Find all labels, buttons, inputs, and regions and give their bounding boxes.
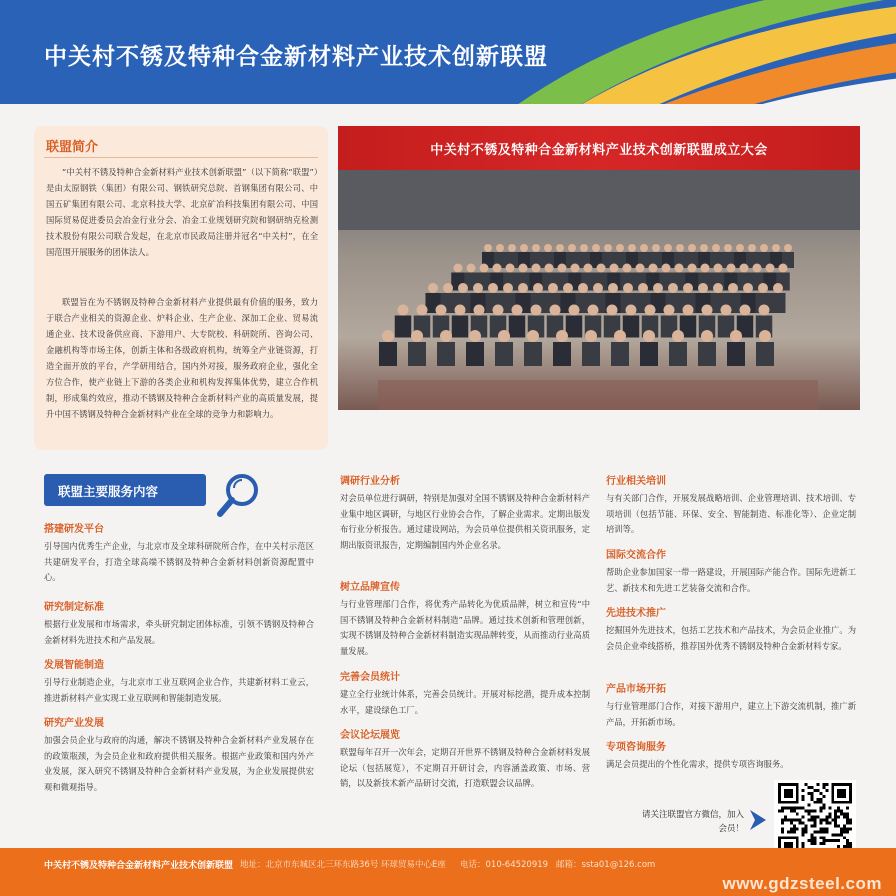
person-head — [467, 264, 476, 273]
person-head — [584, 264, 593, 273]
person-head — [571, 264, 580, 273]
person-head — [569, 305, 580, 316]
service-body: 根据行业发展和市场需求，牵头研究制定团体标准，引领不锈钢及特种合金新材料先进技术和产品发展。 — [44, 619, 314, 645]
person-head — [585, 330, 597, 342]
person-head — [533, 283, 543, 293]
services-heading: 联盟主要服务内容 — [44, 474, 206, 506]
person-head — [588, 305, 599, 316]
service-body: 对会员单位进行调研，特别是加强对全国不锈钢及特种合金新材料产业集中地区调研，与地区行业协会合作，了解企业需求。定期出版发布行业分析报告。通过建设网站，为会员单位提供相关资讯服务，定期出版资讯报告，定期编制国内外企业名录。 — [340, 493, 590, 550]
person-head — [597, 264, 606, 273]
person-head — [550, 305, 561, 316]
service-title: 先进技术推广 — [606, 608, 666, 619]
service-title: 研究制定标准 — [44, 602, 104, 613]
person-head — [493, 264, 502, 273]
service-conferences — [340, 726, 590, 792]
service-research-platform — [44, 520, 314, 586]
footer-phone: 电话：010-64520919 — [460, 860, 549, 870]
person-head — [428, 283, 438, 293]
person-body — [452, 316, 469, 338]
footer — [0, 848, 896, 896]
footer-org-name: 中关村不锈及特种合金新材料产业技术创新联盟 — [44, 861, 234, 871]
person-head — [736, 244, 744, 252]
service-body: 帮助企业参加国家一带一路建设，开展国际产能合作。国际先进新工艺、新技术和先进工艺装备交流和合作。 — [606, 567, 856, 593]
person-head — [714, 264, 723, 273]
person-head — [455, 305, 466, 316]
person-head — [411, 330, 423, 342]
person-head — [683, 305, 694, 316]
person-head — [675, 264, 684, 273]
intro-box — [34, 126, 328, 450]
footer-email: 邮箱：ssta01@126.com — [556, 860, 656, 870]
service-standards — [44, 598, 314, 648]
person-head — [532, 264, 541, 273]
service-smart-manufacturing — [44, 656, 314, 706]
person-head — [743, 283, 753, 293]
person-head — [458, 283, 468, 293]
person-head — [506, 264, 515, 273]
person-head — [563, 283, 573, 293]
person-head — [700, 244, 708, 252]
person-body — [437, 342, 455, 366]
person-head — [614, 330, 626, 342]
person-body — [669, 342, 687, 366]
person-head — [519, 264, 528, 273]
person-head — [498, 330, 510, 342]
magnifier-icon — [214, 468, 270, 520]
person-body — [698, 342, 716, 366]
person-body — [395, 316, 412, 338]
person-head — [740, 305, 751, 316]
person-head — [779, 264, 788, 273]
person-head — [592, 244, 600, 252]
person-body — [566, 316, 583, 338]
person-head — [645, 305, 656, 316]
person-body — [727, 342, 745, 366]
person-head — [672, 330, 684, 342]
person-head — [766, 264, 775, 273]
header-banner — [0, 0, 896, 104]
person-head — [784, 244, 792, 252]
person-head — [712, 244, 720, 252]
service-title: 调研行业分析 — [340, 476, 400, 487]
service-body: 与有关部门合作，开展发展战略培训、企业管理培训、技术培训、专项培训（包括节能、环保、安全、智能制造、标准化等）、企业定制培训等。 — [606, 493, 856, 534]
person-head — [643, 330, 655, 342]
person-head — [616, 244, 624, 252]
person-head — [493, 305, 504, 316]
footer-address: 地址：北京市东城区北三环东路36号 环球贸易中心E座 — [240, 860, 446, 870]
person-head — [636, 264, 645, 273]
person-body — [582, 342, 600, 366]
person-head — [417, 305, 428, 316]
person-head — [558, 264, 567, 273]
service-body: 引导行业制造企业，与北京市工业互联网企业合作，共建新材料工业云，推进新材料产业实现工业互联网和智能制造发展。 — [44, 677, 314, 703]
person-head — [474, 305, 485, 316]
person-body — [756, 342, 774, 366]
service-title: 研究产业发展 — [44, 718, 104, 729]
service-title: 发展智能制造 — [44, 660, 104, 671]
person-head — [480, 264, 489, 273]
person-head — [653, 283, 663, 293]
service-title: 专项咨询服务 — [606, 742, 666, 753]
person-head — [701, 264, 710, 273]
person-head — [683, 283, 693, 293]
person-head — [496, 244, 504, 252]
person-head — [638, 283, 648, 293]
group-photo — [338, 126, 860, 410]
service-industry-analysis — [340, 472, 590, 553]
person-head — [772, 244, 780, 252]
intro-paragraph-2: 联盟旨在为不锈钢及特种合金新材料产业提供最有价值的服务，致力于联合产业相关的资源企业、炉料企业、生产企业、深加工企业、贸易流通企业、技术设备供应商、下游用户、大专院校、科研院所、咨询公司、金融机构等市场主体，创新主体和各级政府机构，统筹全产业链资源，打造全面开放的平台，产学研用结合，国内外对接，服务政府企业，强化全方位合作，使产业链上下游的各类企业和机构发挥集体优势，建立合作机制，形成集约效应，推动不锈钢及特种合金新材料产业的高质量发展，提升中国不锈钢及特种合金新材料产业在全球的竞争力和影响力。 — [46, 297, 318, 419]
service-body: 满足会员提出的个性化需求，提供专项咨询服务。 — [606, 759, 789, 769]
person-head — [748, 244, 756, 252]
person-head — [440, 330, 452, 342]
person-head — [398, 305, 409, 316]
person-body — [553, 342, 571, 366]
person-head — [640, 244, 648, 252]
person-head — [626, 305, 637, 316]
service-body: 挖掘国外先进技术，包括工艺技术和产品技术，为会员企业推广。为会员企业牵线搭桥，推荐国外优秀不锈钢及特种合金新材料专家。 — [606, 625, 856, 651]
person-head — [664, 244, 672, 252]
service-market-expansion — [606, 680, 856, 730]
person-head — [758, 283, 768, 293]
person-head — [607, 305, 618, 316]
intro-heading: 联盟简介 — [46, 140, 99, 155]
person-head — [721, 305, 732, 316]
person-head — [544, 244, 552, 252]
person-body — [640, 342, 658, 366]
person-head — [713, 283, 723, 293]
service-body: 引导国内优秀生产企业，与北京市及全球科研院所合作，在中关村示范区共建研发平台，打造全球高端不锈钢及特种合金新材料创新资源配置中心。 — [44, 541, 314, 582]
person-head — [753, 264, 762, 273]
service-body: 联盟每年召开一次年会，定期召开世界不锈钢及特种合金新材料发展论坛（包括展览），不定期召开研讨会，内容涵盖政策、市场、营销，以及新技术新产品研讨交流，打造联盟会议品牌。 — [340, 747, 590, 788]
person-head — [531, 305, 542, 316]
person-head — [443, 283, 453, 293]
service-industry-research — [44, 714, 314, 795]
person-head — [593, 283, 603, 293]
page-title: 中关村不锈及特种合金新材料产业技术创新联盟 — [44, 44, 548, 70]
service-title: 国际交流合作 — [606, 550, 666, 561]
person-head — [688, 244, 696, 252]
person-body — [495, 342, 513, 366]
service-brand-promotion — [340, 578, 590, 659]
service-body: 建立全行业统计体系，完善会员统计。开展对标挖潜，提升成本控制水平，建设绿色工厂。 — [340, 689, 590, 715]
person-head — [580, 244, 588, 252]
person-head — [578, 283, 588, 293]
service-international — [606, 546, 856, 596]
qr-caption: 请关注联盟官方微信，加入会员！ — [641, 810, 744, 834]
person-head — [676, 244, 684, 252]
person-head — [454, 264, 463, 273]
service-member-statistics — [340, 668, 590, 718]
person-head — [724, 244, 732, 252]
service-title: 产品市场开拓 — [606, 684, 666, 695]
person-head — [652, 244, 660, 252]
divider — [44, 157, 318, 158]
person-head — [688, 264, 697, 273]
arrow-right-icon — [748, 808, 768, 832]
person-head — [610, 264, 619, 273]
person-head — [503, 283, 513, 293]
service-body: 加强会员企业与政府的沟通，解决不锈钢及特种合金新材料产业发展存在的政策瓶颈，为会员企业和政府提供相关服务。根据产业政策和国内外产业发展，深入研究不锈钢及特种合金新材料产业发展，为企业发展提供宏观和微观指导。 — [44, 735, 314, 792]
person-head — [436, 305, 447, 316]
person-head — [668, 283, 678, 293]
person-body — [509, 316, 526, 338]
person-head — [760, 244, 768, 252]
person-head — [508, 244, 516, 252]
person-head — [512, 305, 523, 316]
person-head — [730, 330, 742, 342]
person-head — [548, 283, 558, 293]
person-body — [379, 342, 397, 366]
person-head — [623, 283, 633, 293]
service-body: 与行业管理部门合作，对接下游用户，建立上下游交流机制，推广新产品，开拓新市场。 — [606, 701, 856, 727]
person-head — [488, 283, 498, 293]
service-title: 完善会员统计 — [340, 672, 400, 683]
intro-paragraph-1: “中关村不锈及特种合金新材料产业技术创新联盟”（以下简称“联盟”）是由太原钢铁（集团）有限公司、钢铁研究总院、首钢集团有限公司、中国五矿集团有限公司、北京科技大学、北京矿冶科技集团有限公司、中国国际贸易促进委员会冶金行业分会、冶金工业规划研究院和钢研纳克检测技术股份有限公司联合发起，在北京市民政局注册并冠名“中关村”，在全国范围开展服务的团体法人。 — [46, 167, 318, 257]
person-head — [608, 283, 618, 293]
service-training — [606, 472, 856, 538]
service-title: 树立品牌宣传 — [340, 582, 400, 593]
person-head — [728, 283, 738, 293]
person-head — [520, 244, 528, 252]
person-head — [473, 283, 483, 293]
person-head — [469, 330, 481, 342]
person-body — [466, 342, 484, 366]
person-body — [771, 293, 786, 313]
person-head — [518, 283, 528, 293]
service-consulting — [606, 738, 856, 773]
person-head — [740, 264, 749, 273]
person-head — [628, 244, 636, 252]
service-body: 与行业管理部门合作，将优秀产品转化为优质品牌，树立和宣传“中国不锈钢及特种合金新材料制造”品牌。通过技术创新和管理创新，实现不锈钢及特种合金新材料制造实现品牌转变，从而推动行业高质量发展。 — [340, 599, 590, 656]
person-head — [759, 305, 770, 316]
person-head — [698, 283, 708, 293]
person-head — [664, 305, 675, 316]
person-head — [649, 264, 658, 273]
person-head — [773, 283, 783, 293]
person-head — [759, 330, 771, 342]
service-title: 搭建研发平台 — [44, 524, 104, 535]
group-photo-image — [338, 170, 860, 410]
person-head — [701, 330, 713, 342]
watermark: www.gdzsteel.com — [722, 874, 882, 893]
person-head — [568, 244, 576, 252]
person-head — [484, 244, 492, 252]
photo-banner — [338, 126, 860, 170]
person-head — [702, 305, 713, 316]
person-head — [545, 264, 554, 273]
person-head — [623, 264, 632, 273]
service-title: 会议论坛展览 — [340, 730, 400, 741]
person-head — [662, 264, 671, 273]
person-head — [382, 330, 394, 342]
person-head — [556, 330, 568, 342]
person-head — [527, 330, 539, 342]
service-title: 行业相关培训 — [606, 476, 666, 487]
person-head — [532, 244, 540, 252]
person-head — [727, 264, 736, 273]
person-body — [408, 342, 426, 366]
person-body — [611, 342, 629, 366]
service-tech-promotion — [606, 604, 856, 654]
photo-banner-title: 中关村不锈及特种合金新材料产业技术创新联盟成立大会 — [430, 143, 768, 158]
person-head — [556, 244, 564, 252]
person-head — [604, 244, 612, 252]
person-body — [524, 342, 542, 366]
